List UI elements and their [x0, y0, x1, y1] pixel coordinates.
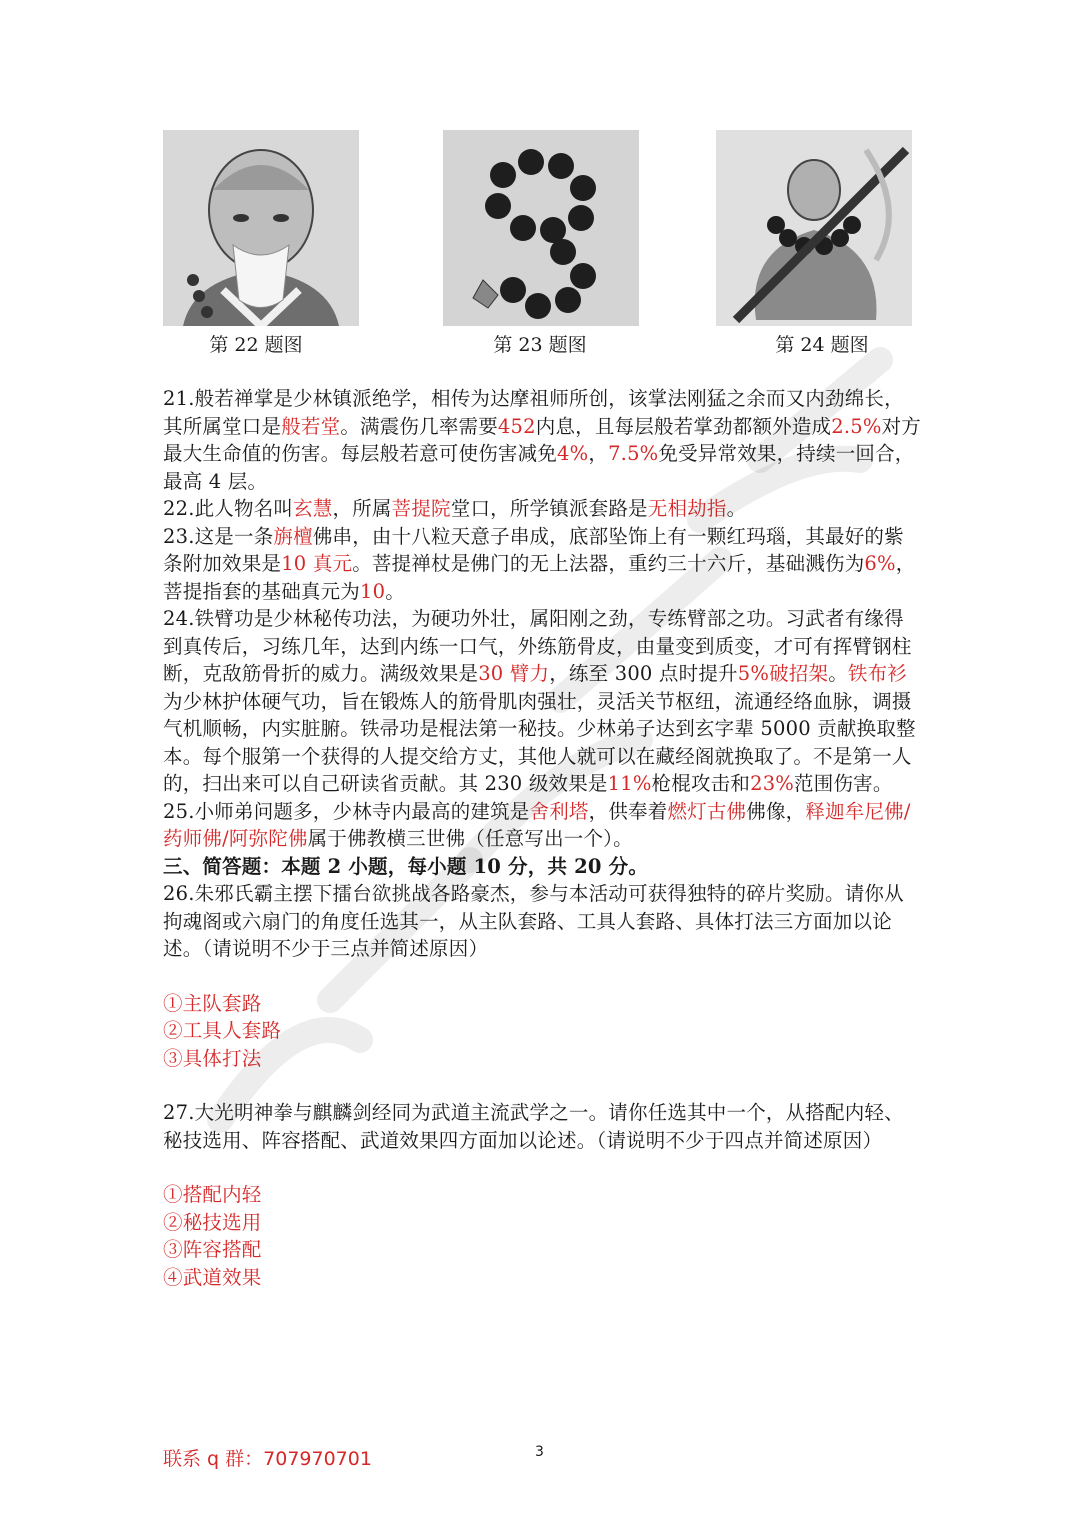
question-26: 26.朱邪氏霸主摆下擂台欲挑战各路豪杰，参与本活动可获得独特的碎片奖励。请你从拘魂阁或六扇门的角度任选其一，从主队套路、工具人套路、具体打法三方面加以论述。（请说明不少于三点并简述原因） [163, 882, 904, 960]
spacer [163, 1072, 923, 1099]
q23-answer-splash: 6% [864, 552, 896, 575]
q24-text: 24.铁臂功是少林秘传功法，为硬功外壮，属阳刚之劲，专练臂部之功。习武者有缘得到真传后，习练几年，达到内练一口气，外练筋骨皮，由量变到质变，才可有挥臂钢柱断，克敌筋骨折的威力。满级效果是 [163, 607, 912, 685]
question-24 [163, 605, 923, 798]
q22-text: 。 [726, 497, 747, 520]
q22-text: 堂口，所学镇派套路是 [450, 497, 648, 520]
question-23 [163, 523, 923, 606]
q26-answer-3: ③具体打法 [163, 1046, 262, 1070]
q23-text: 23.这是一条 [163, 524, 274, 548]
spacer [163, 1154, 923, 1181]
q22-answer-name: 玄慧 [293, 497, 333, 520]
figure-22-monk-portrait [163, 130, 359, 326]
q26-answer-1: ①主队套路 [163, 991, 262, 1015]
q25-answer-three-buddhas: 释迦牟尼佛/药师佛/阿弥陀佛 [163, 799, 911, 850]
q23-text: ，菩提指套的基础真元为 [163, 552, 916, 603]
figure-24-warrior-monk [716, 130, 912, 326]
q22-answer-hall: 菩提院 [391, 497, 451, 520]
figure-24-caption: 第 24 题图 [775, 334, 869, 356]
q25-answer-buddha: 燃灯古佛 [667, 799, 747, 823]
q24-text: ，练至 300 点时提升 [549, 662, 738, 685]
q24-text: 枪棍攻击和 [651, 772, 751, 795]
q25-answer-building: 舍利塔 [529, 799, 589, 823]
q25-text: 25.小师弟问题多，少林寺内最高的建筑是 [163, 799, 530, 823]
q23-answer-zhenyuan: 10 [360, 579, 386, 603]
q27-answer-4: ④武道效果 [163, 1265, 262, 1289]
q24-answer-arm-power: 30 臂力 [478, 662, 550, 685]
q27-answer-1: ①搭配内轻 [163, 1183, 262, 1206]
q21-text: 21.般若禅掌是少林镇派绝学，相传为达摩祖师所创，该掌法刚猛之余而又内劲绵长，其所属堂口是 [163, 387, 904, 438]
q21-text: ， [588, 442, 609, 465]
q22-text: ，所属 [332, 497, 392, 520]
figure-23-caption: 第 23 题图 [493, 334, 587, 356]
q22-text: 22.此人物名叫 [163, 497, 294, 520]
q21-text: 内息，且每层般若掌劲都额外造成 [535, 414, 832, 438]
q23-answer-effect: 10 真元 [281, 552, 353, 575]
q25-text: ，供奉着 [588, 799, 668, 823]
page-number: 3 [535, 1444, 544, 1460]
q21-text: 免受异常效果，持续一回合，最高 4 层。 [163, 442, 915, 493]
q27-answer-2: ②秘技选用 [163, 1210, 262, 1234]
q23-text: 佛串，由十八粒天意子串成，底部坠饰上有一颗红玛瑙，其最好的紫条附加效果是 [163, 524, 904, 575]
section-3-heading: 三、简答题：本题 2 小题，每小题 10 分，共 20 分。 [163, 854, 649, 878]
q26-answer-2: ②工具人套路 [163, 1019, 282, 1042]
figure-23-prayer-beads [443, 130, 639, 326]
q24-text: 为少林护体硬气功，旨在锻炼人的筋骨肌肉强壮，灵活关节枢纽，流通经络血脉，调摄气机顺畅，内实脏腑。铁帚功是棍法第一秘技。少林弟子达到玄字辈 5000 贡献换取整本。每个服第一个获得的人提交给方丈，其他人就可以在藏经阁就换取了。不是第一人的，扫出来可以自己研读省贡献。其 230 级效果是 [163, 689, 916, 795]
q22-answer-skill: 无相劫指 [647, 497, 727, 520]
q21-text: 。满震伤几率需要 [340, 414, 498, 438]
q23-text: 。菩提禅杖是佛门的无上法器，重约三十六斤，基础溅伤为 [352, 552, 865, 575]
spacer [163, 963, 923, 990]
q23-text: 。 [385, 579, 405, 603]
q21-answer-neixi: 452 [497, 414, 536, 438]
question-22 [163, 495, 923, 523]
q21-answer-damage: 2.5% [831, 414, 882, 438]
q24-answer-parry: 5%破招架 [737, 662, 829, 685]
q21-answer-immune: 7.5% [608, 442, 659, 465]
q24-answer-skill: 铁布衫 [847, 662, 907, 685]
q23-answer-material: 旃檀 [273, 524, 313, 548]
footer-contact: 联系 q 群：707970701 [163, 1448, 372, 1470]
q21-answer-hall: 般若堂 [281, 414, 341, 438]
q21-text: 对方最大生命值的伤害。每层般若意可使伤害减免 [163, 414, 922, 465]
q24-text: 范围伤害。 [794, 772, 893, 795]
question-25 [163, 798, 923, 853]
question-21 [163, 385, 923, 495]
q24-answer-attack: 11% [607, 772, 652, 795]
q21-answer-reduction: 4% [557, 442, 589, 465]
q27-answer-3: ③阵容搭配 [163, 1238, 262, 1261]
q25-text: 属于佛教横三世佛（任意写出一个）。 [307, 827, 633, 850]
q24-answer-area: 23% [750, 772, 795, 795]
q24-text: 。 [828, 662, 848, 685]
figure-22-caption: 第 22 题图 [209, 334, 303, 356]
q25-text: 佛像， [746, 799, 806, 823]
question-27: 27.大光明神拳与麒麟剑经同为武道主流武学之一。请你任选其中一个，从搭配内轻、秘技选用、阵容搭配、武道效果四方面加以论述。（请说明不少于四点并简述原因） [163, 1101, 904, 1152]
question-body [163, 385, 923, 1291]
